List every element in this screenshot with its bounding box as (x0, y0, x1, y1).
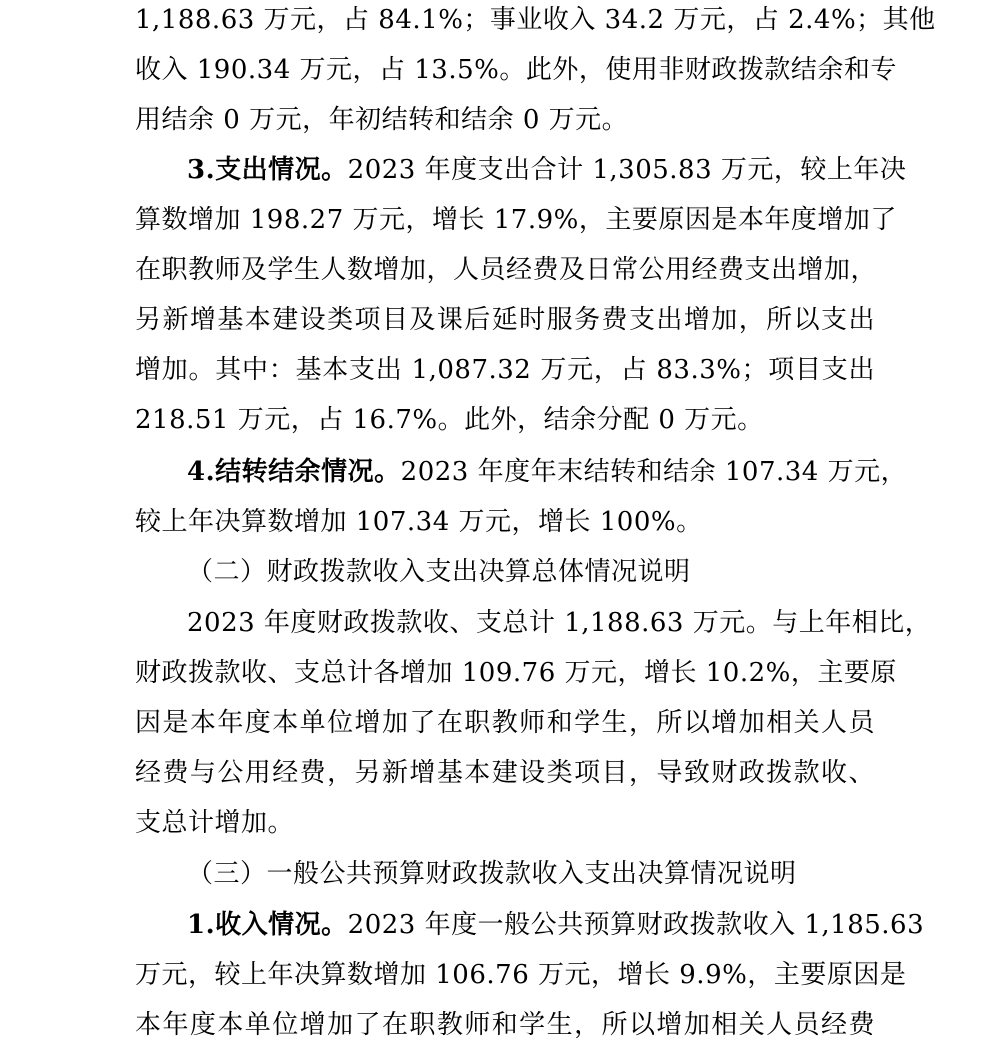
paragraph-heading-carryover: 4.结转结余情况。 (187, 457, 401, 487)
paragraph-carryover-first-line (187, 452, 908, 492)
body-text-run: 2023 年度一般公共预算财政拨款收入 1,185.63 (347, 910, 925, 940)
body-text-line: 用结余 0 万元，年初结转和结余 0 万元。 (135, 105, 629, 135)
body-text-line: 支总计增加。 (135, 808, 295, 838)
body-text-line: 在职教师及学生人数增加，人员经费及日常公用经费支出增加， (135, 255, 878, 285)
body-text-line: 另新增基本建设类项目及课后延时服务费支出增加，所以支出 (135, 305, 875, 335)
body-text-line: 因是本年度本单位增加了在职教师和学生，所以增加相关人员 (135, 708, 875, 738)
body-text-run: 2023 年度年末结转和结余 107.34 万元， (400, 457, 908, 487)
body-text-line: 218.51 万元，占 16.7%。此外，结余分配 0 万元。 (135, 405, 764, 435)
section-heading-fiscal-overview: （二）财政拨款收入支出决算总体情况说明 (187, 557, 691, 587)
body-text-line: 算数增加 198.27 万元，增长 17.9%，主要原因是本年度增加了 (135, 205, 897, 235)
paragraph-heading-income: 1.收入情况。 (187, 910, 348, 940)
paragraph-heading-expenditure: 3.支出情况。 (187, 155, 348, 185)
body-text-line: 较上年决算数增加 107.34 万元，增长 100%。 (135, 507, 703, 537)
body-text-line: 1,188.63 万元，占 84.1%；事业收入 34.2 万元，占 2.4%；其他 (135, 5, 936, 35)
body-text-line: 本年度本单位增加了在职教师和学生，所以增加相关人员经费 (135, 1010, 875, 1040)
body-text-line: 财政拨款收、支总计各增加 109.76 万元，增长 10.2%，主要原 (135, 658, 897, 688)
body-text-line: 2023 年度财政拨款收、支总计 1,188.63 万元。与上年相比， (187, 608, 932, 638)
body-text-line: 万元，较上年决算数增加 106.76 万元，增长 9.9%，主要原因是 (135, 960, 907, 990)
body-text-line: 经费与公用经费，另新增基本建设类项目，导致财政拨款收、 (135, 758, 875, 788)
paragraph-expenditure-first-line (187, 150, 907, 190)
body-text-run: 2023 年度支出合计 1,305.83 万元，较上年决 (347, 155, 907, 185)
body-text-line: 增加。其中：基本支出 1,087.32 万元，占 83.3%；项目支出 (135, 355, 875, 385)
paragraph-income-first-line (187, 905, 925, 945)
section-heading-general-budget: （三）一般公共预算财政拨款收入支出决算情况说明 (187, 859, 797, 889)
body-text-line: 收入 190.34 万元，占 13.5%。此外，使用非财政拨款结余和专 (135, 55, 897, 85)
